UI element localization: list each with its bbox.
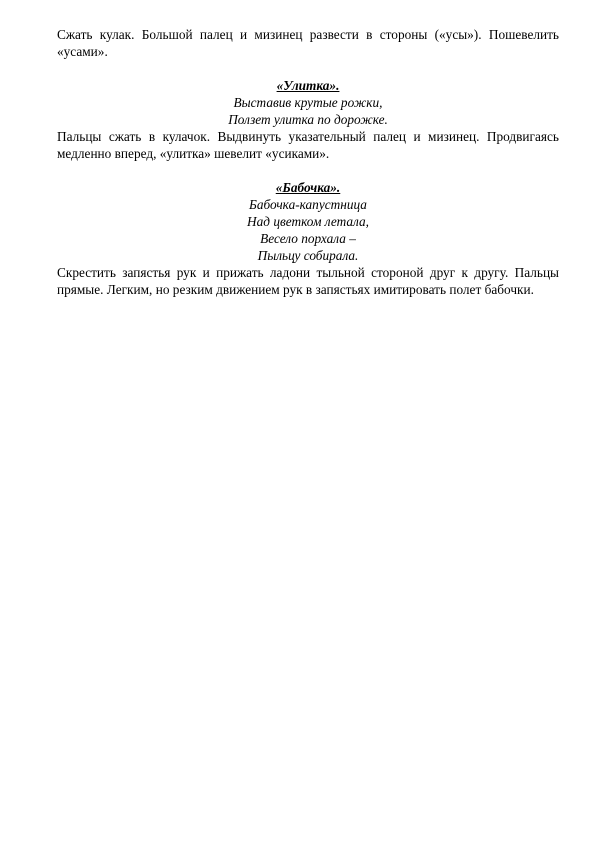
verse-line: Ползет улитка по дорожке. xyxy=(228,112,388,127)
section-title-butterfly: «Бабочка». xyxy=(275,180,341,195)
section-snail xyxy=(57,77,559,162)
section-title-snail: «Улитка». xyxy=(276,78,340,93)
verse-line: Над цветком летала, xyxy=(247,214,369,229)
verse-line: Пыльцу собирала. xyxy=(257,248,359,263)
spacer xyxy=(57,60,559,77)
verse-line: Весело порхала – xyxy=(260,231,356,246)
instruction-paragraph-butterfly: Скрестить запястья рук и прижать ладони тыльной стороной друг к другу. Пальцы прямые. Легким, но резким движением рук в запястьях имитировать полет бабочки. xyxy=(57,265,559,297)
section-butterfly xyxy=(57,179,559,298)
intro-paragraph: Сжать кулак. Большой палец и мизинец развести в стороны («усы»). Пошевелить «усами». xyxy=(57,27,559,59)
instruction-paragraph-snail: Пальцы сжать в кулачок. Выдвинуть указательный палец и мизинец. Продвигаясь медленно вперед, «улитка» шевелит «усиками». xyxy=(57,129,559,161)
verse-line: Бабочка-капустница xyxy=(249,197,367,212)
spacer xyxy=(57,162,559,179)
verse-line: Выставив крутые рожки, xyxy=(233,95,383,110)
